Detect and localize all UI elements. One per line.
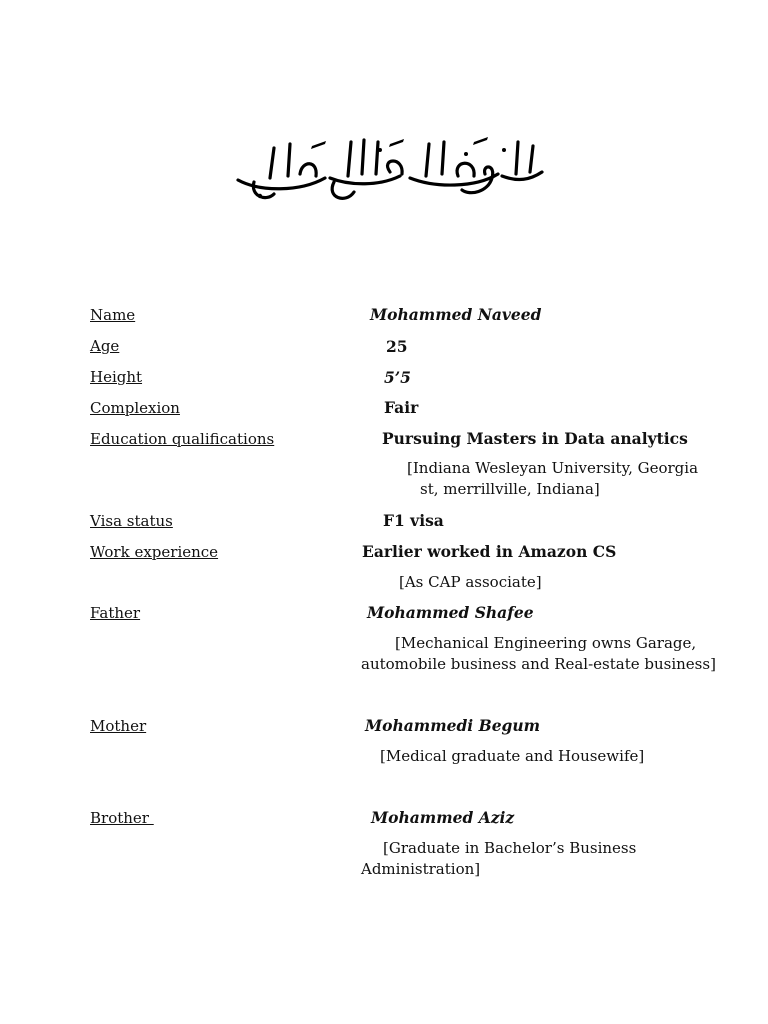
visa-label: Visa status xyxy=(90,512,173,530)
height-value: 5’5 xyxy=(384,368,411,387)
father-note-line1: [Mechanical Engineering owns Garage, xyxy=(395,634,697,652)
mother-note: [Medical graduate and Housewife] xyxy=(380,747,645,765)
age-label: Age xyxy=(90,337,120,355)
education-value: Pursuing Masters in Data analytics xyxy=(382,429,688,448)
father-note xyxy=(361,633,716,675)
name-value: Mohammed Naveed xyxy=(370,305,542,324)
complexion-value: Fair xyxy=(384,398,419,417)
work-experience-note: [As CAP associate] xyxy=(399,573,542,591)
brother-note xyxy=(361,838,636,880)
bismillah-calligraphy xyxy=(230,130,550,210)
height-label: Height xyxy=(90,368,143,386)
father-label: Father xyxy=(90,604,141,622)
complexion-label: Complexion xyxy=(90,399,180,417)
father-note-line2: automobile business and Real-estate business] xyxy=(361,655,716,673)
mother-label: Mother xyxy=(90,717,147,735)
father-value: Mohammed Shafee xyxy=(367,603,534,622)
visa-value: F1 visa xyxy=(383,511,444,530)
education-note-line2: st, merrillville, Indiana] xyxy=(420,480,600,498)
name-label: Name xyxy=(90,306,136,324)
work-experience-label: Work experience xyxy=(90,543,219,561)
brother-note-line2: Administration] xyxy=(361,860,481,878)
work-experience-value: Earlier worked in Amazon CS xyxy=(362,542,617,561)
brother-value: Mohammed Aziz xyxy=(371,808,515,827)
age-value: 25 xyxy=(386,337,408,356)
brother-note-line1: [Graduate in Bachelor’s Business xyxy=(383,839,637,857)
brother-label: Brother xyxy=(90,809,154,827)
education-note xyxy=(407,458,698,500)
mother-value: Mohammedi Begum xyxy=(365,716,541,735)
bismillah-calligraphy-icon xyxy=(230,130,550,210)
education-note-line1: [Indiana Wesleyan University, Georgia xyxy=(407,459,699,477)
education-label: Education qualifications xyxy=(90,430,275,448)
